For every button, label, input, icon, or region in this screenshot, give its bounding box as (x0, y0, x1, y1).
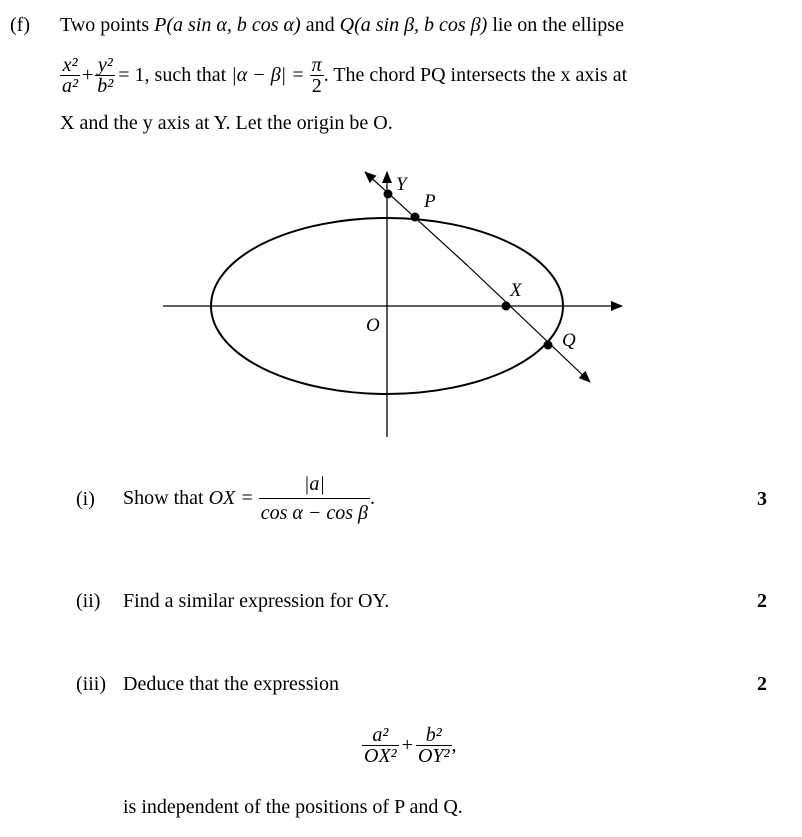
question-iii-marks: 2 (757, 673, 767, 695)
deduce-expression: $\frac{\text{a²}}{\text{OX²}}$ + $\frac{\text{b²}}{\text{OY²}}$ , (364, 723, 457, 767)
question-ii-text: Find a similar expression for OY. (123, 590, 390, 612)
question-ii-label: (ii) (76, 590, 101, 612)
label-y: Y (396, 174, 407, 195)
intro-and: and (300, 14, 340, 36)
label-q: Q (562, 330, 576, 351)
intro-line-3: X and the y axis at Y. Let the origin be O. (60, 112, 393, 134)
pi-over-two: $\frac{\pi}{2}$ (311, 53, 322, 97)
eq-x-fraction: $\frac{\text{x²}}{\text{a²}}$ (62, 53, 78, 97)
eq-y-fraction: $\frac{\text{y²}}{\text{b²}}$ (97, 53, 114, 97)
chord-line-lower (468, 266, 590, 382)
abs-expression: |α − β| = (231, 63, 310, 86)
label-x: X (510, 280, 522, 301)
ox-fraction: $\frac{|a|}{\text{cos α − cos β}}$ (260, 472, 368, 524)
question-ii-marks: 2 (757, 590, 767, 612)
question-i-text: Show that OX = $\frac{|a|}{\text{cos α − cos β}}$ . (123, 472, 375, 524)
question-iii-label: (iii) (76, 673, 106, 695)
intro-line1-end: lie on the ellipse (487, 14, 624, 36)
question-i-label: (i) (76, 488, 95, 510)
question-i-marks: 3 (757, 488, 767, 510)
a-over-ox-fraction: $\frac{\text{a²}}{\text{OX²}}$ (364, 723, 397, 767)
part-label: (f) (10, 14, 30, 36)
ox-lhs: OX = (208, 486, 259, 509)
question-iii-text: Deduce that the expression (123, 673, 340, 695)
question-iii-conclusion: is independent of the positions of P and Q. (123, 796, 463, 818)
point-q-coords: (a sin β, b cos β) (354, 14, 488, 36)
intro-line2-end: . The chord PQ intersects the x axis at (323, 63, 628, 86)
intro-text-a: Two points (60, 14, 155, 36)
point-y-dot (384, 190, 393, 199)
label-o: O (366, 315, 380, 336)
point-p-dot (411, 213, 420, 222)
point-q-name: Q (339, 14, 355, 36)
point-p-name: P (154, 14, 167, 36)
eq-plus: + (82, 63, 94, 86)
point-q-dot (544, 341, 553, 350)
point-x-dot (502, 302, 511, 311)
label-p: P (424, 191, 436, 212)
b-over-oy-fraction: $\frac{\text{b²}}{\text{OY²}}$ (417, 723, 450, 767)
eq-rhs: = 1, such that (118, 63, 232, 86)
point-p-coords: (a sin α, b cos α) (166, 14, 301, 36)
